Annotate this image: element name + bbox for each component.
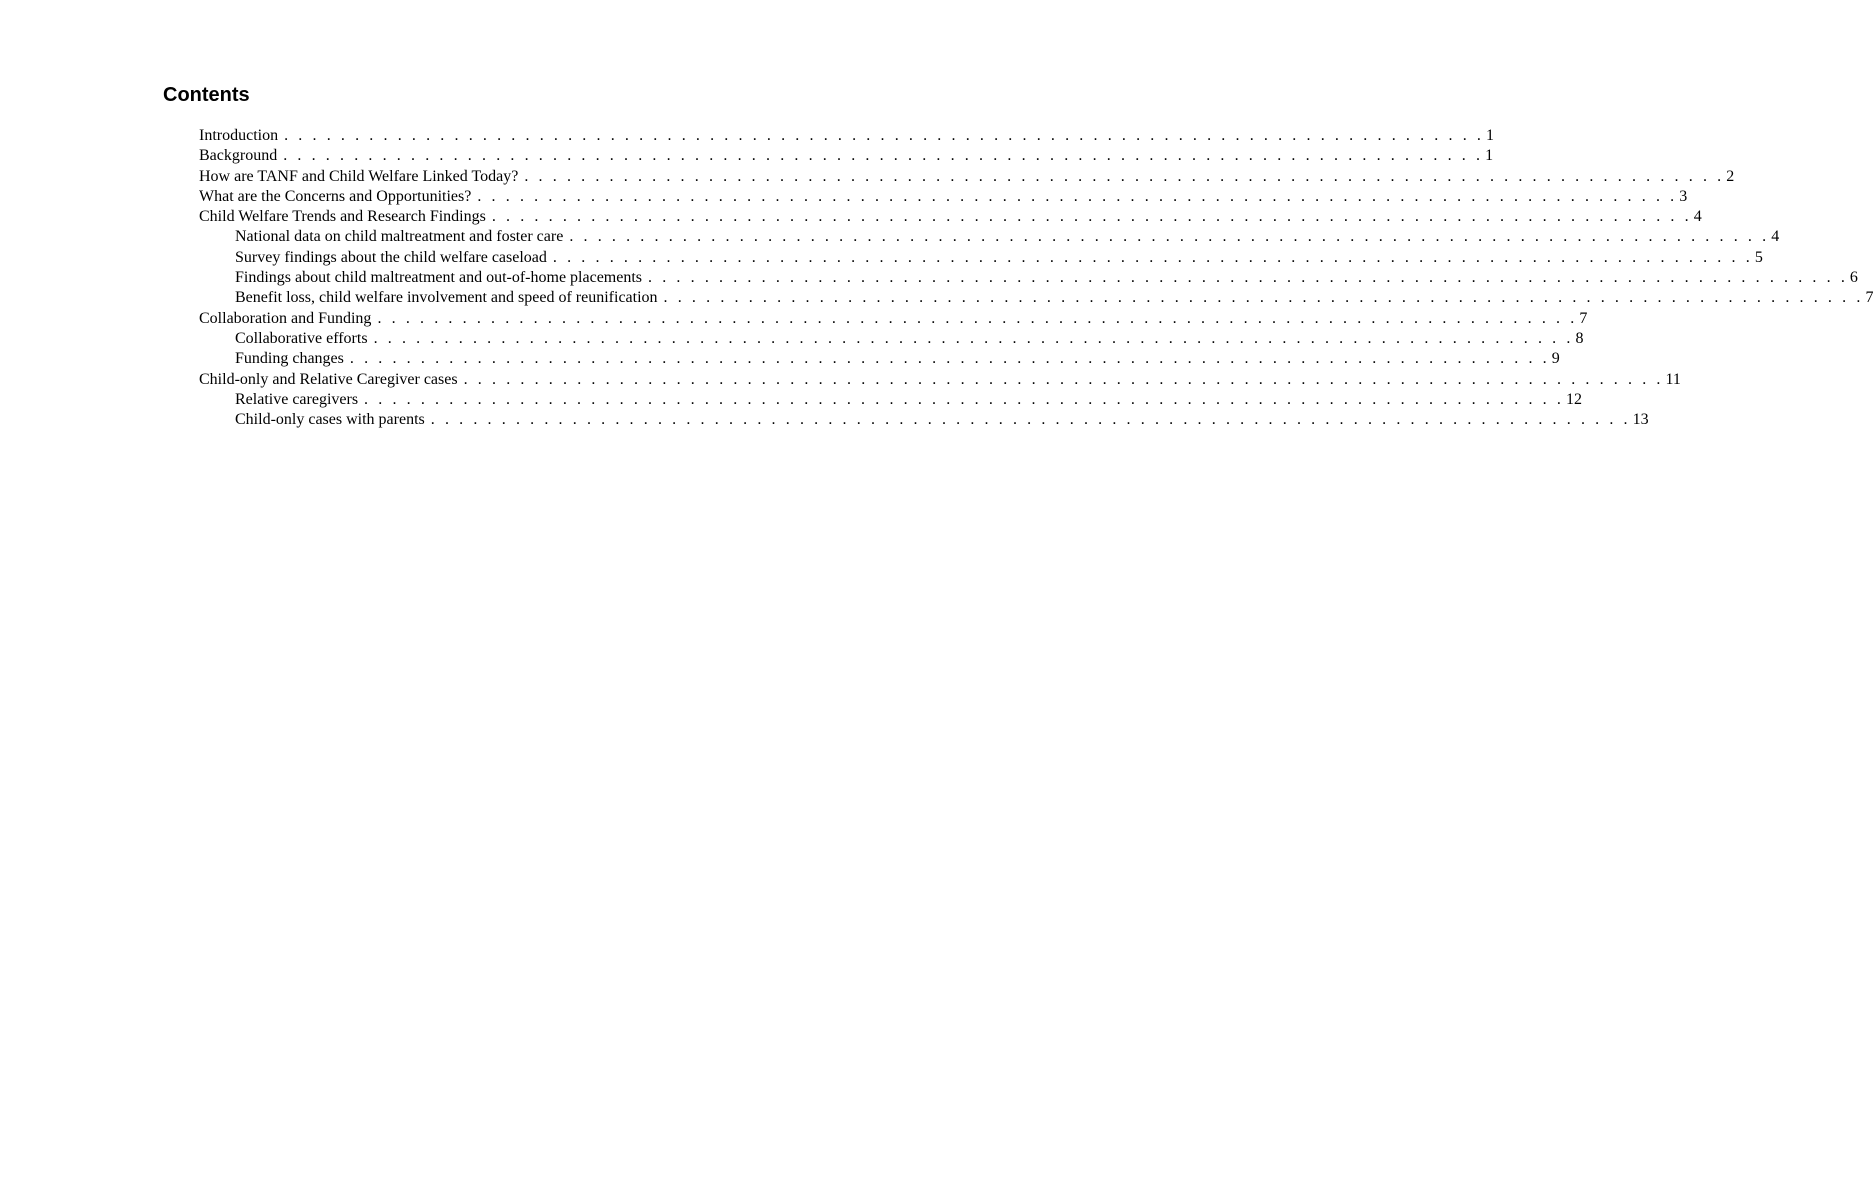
toc-dot-leader: . . . . . . . . . . . . . . . . . . . . . . . . . . . . . . . . . . . . . . . . . . . . . . . . . . . . . . . . . . . . . . . . . . . . . . . . . . . . . . . . . . . . . — [283, 147, 1484, 165]
toc-dot-leader: . . . . . . . . . . . . . . . . . . . . . . . . . . . . . . . . . . . . . . . . . . . . . . . . . . . . . . . . . . . . . . . . . . . . . . . . . . . . . . . . . . . . . — [284, 127, 1484, 144]
toc-dot-leader: . . . . . . . . . . . . . . . . . . . . . . . . . . . . . . . . . . . . . . . . . . . . . . . . . . . . . . . . . . . . . . . . . . . . . . . . . . . . . . . . . . . . . — [377, 309, 1578, 327]
toc-entry[interactable] — [199, 187, 1688, 207]
toc-entry-title: Benefit loss, child welfare involvement and speed of reunification — [235, 289, 658, 307]
toc-entry-title: National data on child maltreatment and foster care — [235, 228, 564, 246]
toc-page-number: 1 — [1485, 147, 1494, 165]
toc-entry-title: Child-only cases with parents — [235, 411, 425, 429]
toc-entry-title: How are TANF and Child Welfare Linked Today? — [199, 167, 519, 185]
toc-page-number: 7 — [1865, 289, 1873, 307]
toc-dot-leader: . . . . . . . . . . . . . . . . . . . . . . . . . . . . . . . . . . . . . . . . . . . . . . . . . . . . . . . . . . . . . . . . . . . . . . . . . . . . . . . . . . . . . — [491, 208, 1692, 226]
toc-subentry[interactable] — [199, 248, 1763, 268]
toc-page-number: 3 — [1679, 187, 1688, 205]
contents-heading: Contents — [163, 84, 250, 106]
toc-entry[interactable] — [199, 309, 1588, 329]
toc-entry-title: Findings about child maltreatment and out-of-home placements — [235, 269, 643, 287]
toc-entry[interactable] — [199, 146, 1494, 166]
toc-dot-leader: . . . . . . . . . . . . . . . . . . . . . . . . . . . . . . . . . . . . . . . . . . . . . . . . . . . . . . . . . . . . . . . . . . . . . . . . . . . . . . . . . . . . . — [349, 350, 1550, 368]
toc-entry-title: Funding changes — [235, 350, 344, 368]
toc-page-number: 6 — [1849, 269, 1858, 287]
toc-dot-leader: . . . . . . . . . . . . . . . . . . . . . . . . . . . . . . . . . . . . . . . . . . . . . . . . . . . . . . . . . . . . . . . . . . . . . . . . . . . . . . . . . . . . . — [524, 167, 1725, 185]
toc-entry[interactable] — [199, 370, 1681, 390]
toc-dot-leader: . . . . . . . . . . . . . . . . . . . . . . . . . . . . . . . . . . . . . . . . . . . . . . . . . . . . . . . . . . . . . . . . . . . . . . . . . . . . . . . . . . . . . — [648, 269, 1848, 287]
toc-dot-leader: . . . . . . . . . . . . . . . . . . . . . . . . . . . . . . . . . . . . . . . . . . . . . . . . . . . . . . . . . . . . . . . . . . . . . . . . . . . . . . . . . . . . . — [569, 228, 1770, 246]
toc-subentry[interactable] — [199, 329, 1584, 349]
toc-dot-leader: . . . . . . . . . . . . . . . . . . . . . . . . . . . . . . . . . . . . . . . . . . . . . . . . . . . . . . . . . . . . . . . . . . . . . . . . . . . . . . . . . . . . . — [373, 329, 1574, 347]
toc-entry[interactable] — [199, 207, 1702, 227]
toc-dot-leader: . . . . . . . . . . . . . . . . . . . . . . . . . . . . . . . . . . . . . . . . . . . . . . . . . . . . . . . . . . . . . . . . . . . . . . . . . . . . . . . . . . . . . — [430, 411, 1631, 429]
toc-page-number: 8 — [1575, 329, 1584, 347]
toc-page-number: 5 — [1754, 248, 1763, 266]
toc-page-number: 4 — [1771, 228, 1780, 246]
toc-dot-leader: . . . . . . . . . . . . . . . . . . . . . . . . . . . . . . . . . . . . . . . . . . . . . . . . . . . . . . . . . . . . . . . . . . . . . . . . . . . . . . . . . . . . . — [463, 370, 1664, 388]
toc-subentry[interactable] — [199, 288, 1873, 308]
toc-subentry[interactable] — [199, 410, 1649, 430]
toc-dot-leader: . . . . . . . . . . . . . . . . . . . . . . . . . . . . . . . . . . . . . . . . . . . . . . . . . . . . . . . . . . . . . . . . . . . . . . . . . . . . . . . . . . . . . — [663, 289, 1864, 307]
toc-dot-leader: . . . . . . . . . . . . . . . . . . . . . . . . . . . . . . . . . . . . . . . . . . . . . . . . . . . . . . . . . . . . . . . . . . . . . . . . . . . . . . . . . . . . . — [552, 248, 1753, 266]
toc-page-number: 1 — [1486, 127, 1494, 144]
toc-entry[interactable] — [199, 167, 1735, 187]
toc-entry-title: Collaborative efforts — [235, 329, 368, 347]
toc-page-number: 2 — [1726, 167, 1735, 185]
toc-entry-title: Introduction — [199, 127, 279, 144]
toc-subentry[interactable] — [199, 268, 1858, 288]
toc-subentry[interactable] — [199, 227, 1780, 247]
toc-entry-title: Survey findings about the child welfare caseload — [235, 248, 547, 266]
toc-entry-title: Background — [199, 147, 278, 165]
toc-page-number: 7 — [1579, 309, 1588, 327]
toc-entry[interactable] — [199, 126, 1494, 146]
toc-dot-leader: . . . . . . . . . . . . . . . . . . . . . . . . . . . . . . . . . . . . . . . . . . . . . . . . . . . . . . . . . . . . . . . . . . . . . . . . . . . . . . . . . . . . . — [477, 187, 1678, 205]
toc-entry-title: Collaboration and Funding — [199, 309, 372, 327]
toc-entry-title: What are the Concerns and Opportunities? — [199, 187, 472, 205]
toc-entry-title: Relative caregivers — [235, 390, 359, 408]
toc-subentry[interactable] — [199, 390, 1582, 410]
toc-page-number: 12 — [1565, 390, 1582, 408]
toc-subentry[interactable] — [199, 349, 1560, 369]
toc-entry-title: Child-only and Relative Caregiver cases — [199, 370, 458, 388]
toc-page-number: 11 — [1665, 370, 1681, 388]
toc-entry-title: Child Welfare Trends and Research Findings — [199, 208, 486, 226]
toc-page-number: 13 — [1632, 411, 1649, 429]
toc-page-number: 4 — [1693, 208, 1702, 226]
toc-page-number: 9 — [1551, 350, 1560, 368]
table-of-contents — [199, 126, 1873, 430]
toc-dot-leader: . . . . . . . . . . . . . . . . . . . . . . . . . . . . . . . . . . . . . . . . . . . . . . . . . . . . . . . . . . . . . . . . . . . . . . . . . . . . . . . . . . . . . — [364, 390, 1564, 408]
